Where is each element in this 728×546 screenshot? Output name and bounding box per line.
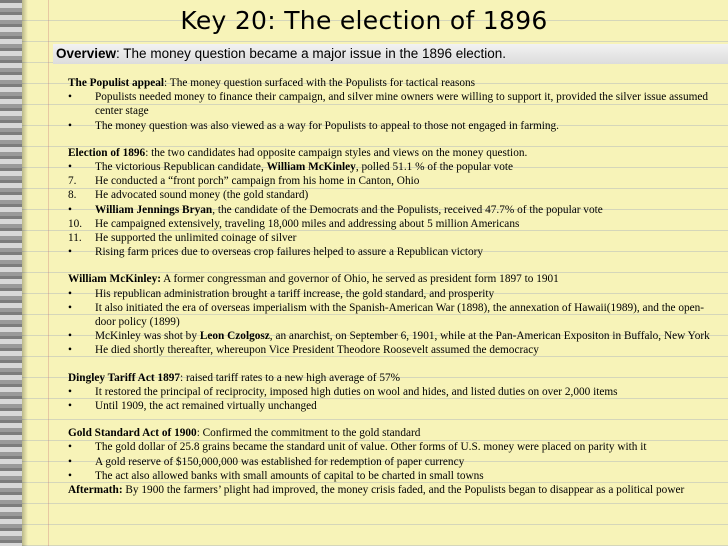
list-item xyxy=(68,455,723,469)
heading-bold: Aftermath: xyxy=(68,484,123,497)
bullet-marker: • xyxy=(68,203,72,216)
list-item xyxy=(68,203,723,217)
list-item-text: He died shortly thereafter, whereupon Vice President Theodore Roosevelt assumed the democracy xyxy=(95,344,539,357)
bullet-marker: • xyxy=(68,400,72,413)
heading-text: : The money question surfaced with the Populists for tactical reasons xyxy=(164,77,476,89)
election-section xyxy=(68,146,723,260)
list-item-text: , the candidate of the Democrats and the Populists, received 47.7% of the popular vote xyxy=(212,203,603,216)
mckinley-section xyxy=(68,272,723,357)
list-item-text: It restored the principal of reciprocity, imposed high duties on wool and hides, and listed duties on over 2,000 items xyxy=(95,385,618,398)
list-item-text: , polled 51.1 % of the popular vote xyxy=(355,161,513,174)
list-item-text: The money question was also viewed as a way for Populists to appeal to those not engaged in farming. xyxy=(95,119,560,132)
section-heading xyxy=(68,146,723,160)
list-item xyxy=(68,231,723,245)
section-heading xyxy=(68,426,723,440)
bullet-marker: • xyxy=(68,441,72,454)
heading-bold: The Populist appeal xyxy=(68,77,165,89)
list-item-bold: William McKinley xyxy=(266,161,356,174)
section-heading xyxy=(68,272,723,286)
list-item xyxy=(68,301,723,329)
list-item xyxy=(68,174,723,188)
number-marker: 11. xyxy=(68,232,82,245)
notes-content xyxy=(68,76,723,497)
bullet-marker: • xyxy=(68,469,72,482)
section-heading xyxy=(68,371,723,385)
number-marker: 10. xyxy=(68,217,83,230)
list-item xyxy=(68,399,723,413)
section-heading xyxy=(68,76,723,90)
populist-section xyxy=(68,76,723,133)
list-item-text: A gold reserve of $150,000,000 was established for redemption of paper currency xyxy=(95,455,465,468)
spiral-shadow xyxy=(22,0,28,546)
list-item-text: , an anarchist, on September 6, 1901, while at the Pan-American Expositon in Buffalo, New York xyxy=(269,330,710,343)
list-item-text: Populists needed money to finance their campaign, and silver mine owners were willing to support it, provided the silver issue assumed center stage xyxy=(95,91,709,118)
bullet-marker: • xyxy=(68,91,72,104)
list-item xyxy=(68,188,723,202)
list-item xyxy=(68,440,723,454)
bullet-marker: • xyxy=(68,246,72,259)
slide-title: Key 20: The election of 1896 xyxy=(180,6,548,35)
list-item-text: McKinley was shot by xyxy=(95,330,200,343)
heading-bold: Gold Standard Act of 1900 xyxy=(68,427,197,440)
list-item xyxy=(68,329,723,343)
aftermath-heading xyxy=(68,483,723,497)
list-item xyxy=(68,160,723,174)
heading-text: A former congressman and governor of Ohio, he served as president form 1897 to 1901 xyxy=(160,273,559,286)
list-item-text: He advocated sound money (the gold standard) xyxy=(95,189,309,202)
list-item xyxy=(68,90,723,118)
number-marker: 7. xyxy=(68,175,77,188)
bullet-marker: • xyxy=(68,344,72,357)
overview-label: Overview xyxy=(56,46,117,61)
margin-line xyxy=(48,0,49,546)
bullet-marker: • xyxy=(68,455,72,468)
spiral-binding xyxy=(0,0,22,546)
bullet-marker: • xyxy=(68,161,72,174)
list-item-text: He supported the unlimited coinage of silver xyxy=(95,232,297,245)
list-item-text: The gold dollar of 25.8 grains became the standard unit of value. Other forms of U.S. money were placed on parity with it xyxy=(95,441,647,454)
list-item-text: His republican administration brought a tariff increase, the gold standard, and prosperity xyxy=(95,287,495,300)
list-item-bold: William Jennings Bryan xyxy=(95,203,213,216)
list-item-text: Rising farm prices due to overseas crop failures helped to assure a Republican victory xyxy=(95,246,484,259)
list-item xyxy=(68,119,723,133)
list-item-text: The act also allowed banks with small amounts of capital to be charted in small towns xyxy=(95,469,484,482)
bullet-marker: • xyxy=(68,287,72,300)
bullet-marker: • xyxy=(68,385,72,398)
list-item xyxy=(68,287,723,301)
list-item-text: He campaigned extensively, traveling 18,000 miles and addressing about 5 million Americans xyxy=(95,217,520,230)
bullet-marker: • xyxy=(68,330,72,343)
heading-bold: William McKinley: xyxy=(68,273,161,286)
list-item-text: It also initiated the era of overseas imperialism with the Spanish-American War (1898), the annexation of Hawaii(1989), and the open-door policy (1899) xyxy=(95,301,705,329)
number-marker: 8. xyxy=(68,189,77,202)
overview-banner xyxy=(53,44,728,64)
list-item-text: Until 1909, the act remained virtually unchanged xyxy=(95,400,317,413)
list-item-text: He conducted a “front porch” campaign from his home in Canton, Ohio xyxy=(95,175,420,188)
list-item xyxy=(68,469,723,483)
bullet-marker: • xyxy=(68,119,72,132)
heading-text: : raised tariff rates to a new high average of 57% xyxy=(180,371,401,384)
list-item-text: The victorious Republican candidate, xyxy=(95,161,267,174)
list-item-bold: Leon Czolgosz xyxy=(199,330,270,343)
heading-text: : Confirmed the commitment to the gold standard xyxy=(196,427,421,440)
heading-bold: Election of 1896 xyxy=(68,146,146,159)
dingley-section xyxy=(68,371,723,414)
list-item xyxy=(68,343,723,357)
heading-bold: Dingley Tariff Act 1897 xyxy=(68,371,181,384)
heading-text: : the two candidates had opposite campaign styles and views on the money question. xyxy=(145,146,528,159)
overview-text: : The money question became a major issue in the 1896 election. xyxy=(116,46,507,61)
list-item xyxy=(68,217,723,231)
gold-standard-section xyxy=(68,426,723,497)
bullet-marker: • xyxy=(68,301,72,314)
list-item xyxy=(68,385,723,399)
heading-text: By 1900 the farmers’ plight had improved, the money crisis faded, and the Populists began to disappear as a political power xyxy=(122,484,685,497)
list-item xyxy=(68,245,723,259)
